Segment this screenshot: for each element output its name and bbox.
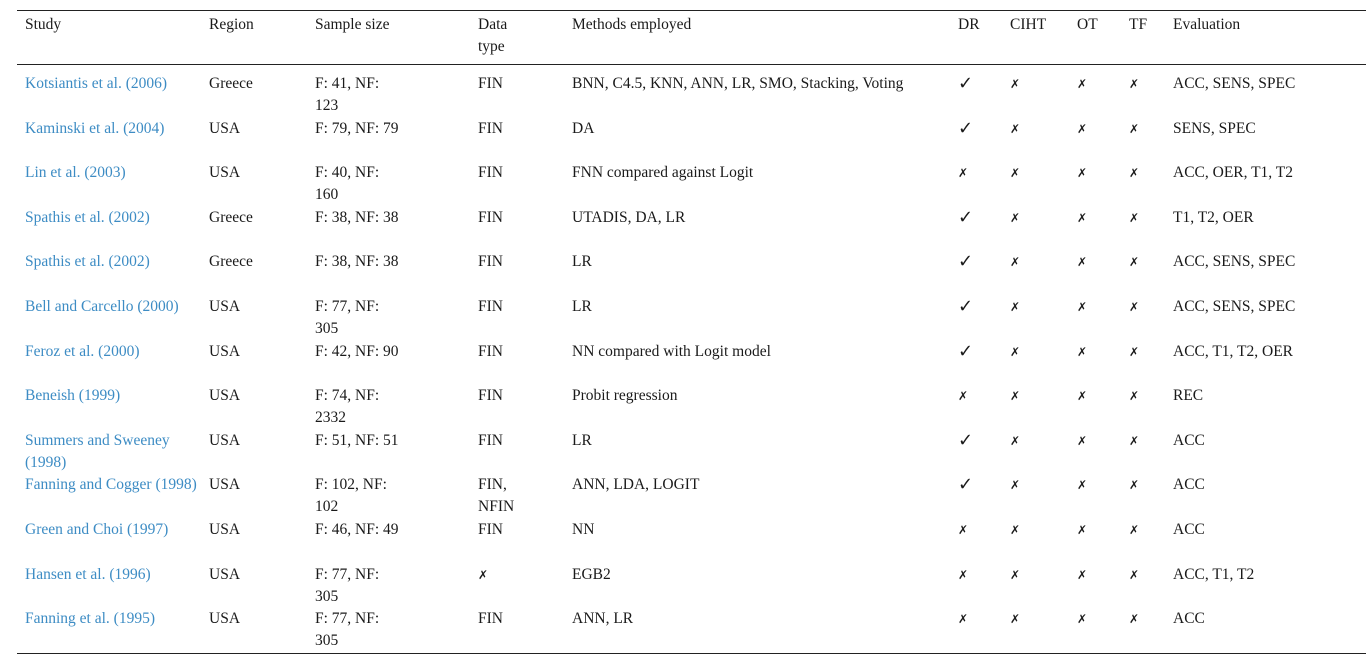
cell-dr-check-icon: ✓: [958, 73, 974, 94]
cell-dr-cross-icon: ✗: [958, 612, 969, 627]
cell-ot-cross-icon: ✗: [1077, 255, 1088, 270]
cell-study[interactable]: Fanning and Cogger (1998): [25, 476, 197, 494]
cell-study[interactable]: Fanning et al. (1995): [25, 610, 156, 628]
cell-methods: NN: [572, 520, 595, 538]
cell-ot-cross-icon: ✗: [1077, 522, 1088, 537]
cell-methods: EGB2: [572, 565, 611, 583]
cell-study[interactable]: Spathis et al. (2002): [25, 253, 150, 271]
cell-sample-size: F: 102, NF: 102: [315, 476, 387, 516]
cell-methods: LR: [572, 253, 592, 271]
cell-methods: NN compared with Logit model: [572, 342, 771, 360]
cell-evaluation: T1, T2, OER: [1173, 208, 1254, 226]
cell-evaluation: SENS, SPEC: [1173, 119, 1256, 137]
cell-data-type: FIN, NFIN: [478, 476, 515, 516]
table-row: [17, 341, 1366, 386]
cell-ot-cross-icon: ✗: [1077, 299, 1088, 314]
table-row: [17, 65, 1366, 118]
header-row: [17, 11, 1366, 65]
cell-ciht-cross-icon: ✗: [1010, 478, 1021, 493]
cell-study[interactable]: Hansen et al. (1996): [25, 565, 151, 583]
cell-dr-check-icon: ✓: [958, 206, 974, 228]
cell-ciht-cross-icon: ✗: [1010, 166, 1021, 181]
header-evaluation: Evaluation: [1173, 16, 1241, 33]
literature-table-container: [17, 10, 1366, 654]
cell-ot-cross-icon: ✗: [1077, 166, 1088, 181]
cell-ot-cross-icon: ✗: [1077, 121, 1088, 136]
table-row: [17, 296, 1366, 341]
cell-dr-cross-icon: ✗: [958, 166, 969, 181]
table-row: [17, 430, 1366, 475]
table-row: [17, 251, 1366, 296]
cell-region: USA: [209, 342, 241, 360]
cell-region: USA: [209, 119, 241, 137]
cell-sample-size: F: 38, NF: 38: [315, 253, 399, 271]
cell-study[interactable]: Lin et al. (2003): [25, 164, 126, 182]
cell-methods: Probit regression: [572, 387, 678, 405]
cell-dr-check-icon: ✓: [958, 429, 974, 451]
cell-methods: ANN, LDA, LOGIT: [572, 476, 700, 494]
table-row: [17, 564, 1366, 609]
cell-data-type: FIN: [478, 431, 503, 449]
cell-ciht-cross-icon: ✗: [1010, 77, 1021, 91]
cell-evaluation: ACC: [1173, 520, 1205, 538]
cell-study[interactable]: Summers and Sweeney (1998): [25, 431, 170, 471]
cell-tf-cross-icon: ✗: [1129, 478, 1140, 493]
cell-methods: ANN, LR: [572, 610, 634, 628]
cell-data-type: FIN: [478, 119, 503, 137]
cell-ot-cross-icon: ✗: [1077, 77, 1088, 91]
cell-ot-cross-icon: ✗: [1077, 433, 1088, 448]
cell-data-type-cross-icon: ✗: [478, 567, 489, 582]
cell-ciht-cross-icon: ✗: [1010, 522, 1021, 537]
cell-dr-check-icon: ✓: [958, 117, 974, 139]
header-tf: TF: [1129, 16, 1148, 33]
cell-ot-cross-icon: ✗: [1077, 478, 1088, 493]
cell-dr-cross-icon: ✗: [958, 567, 969, 582]
cell-tf-cross-icon: ✗: [1129, 567, 1140, 582]
cell-data-type: FIN: [478, 610, 503, 628]
cell-study[interactable]: Green and Choi (1997): [25, 520, 169, 538]
cell-data-type: FIN: [478, 253, 503, 271]
cell-region: USA: [209, 387, 241, 405]
cell-methods: BNN, C4.5, KNN, ANN, LR, SMO, Stacking, Voting: [572, 75, 904, 92]
cell-evaluation: REC: [1173, 387, 1204, 405]
cell-tf-cross-icon: ✗: [1129, 612, 1140, 627]
cell-sample-size: F: 77, NF: 305: [315, 610, 380, 650]
cell-region: USA: [209, 431, 241, 449]
header-data-type: Data type: [478, 16, 508, 55]
cell-methods: LR: [572, 431, 592, 449]
cell-region: USA: [209, 520, 241, 538]
cell-sample-size: F: 38, NF: 38: [315, 208, 399, 226]
table-row: [17, 162, 1366, 207]
header-methods: Methods employed: [572, 16, 692, 33]
cell-ciht-cross-icon: ✗: [1010, 299, 1021, 314]
header-region: Region: [209, 16, 254, 33]
cell-study[interactable]: Feroz et al. (2000): [25, 342, 140, 360]
cell-sample-size: F: 41, NF: 123: [315, 75, 380, 114]
cell-tf-cross-icon: ✗: [1129, 433, 1140, 448]
cell-methods: UTADIS, DA, LR: [572, 208, 686, 226]
header-study: Study: [25, 16, 62, 33]
table-header: [17, 11, 1366, 65]
cell-study[interactable]: Bell and Carcello (2000): [25, 297, 179, 315]
cell-sample-size: F: 51, NF: 51: [315, 431, 399, 449]
cell-evaluation: ACC: [1173, 476, 1205, 494]
cell-study[interactable]: Kotsiantis et al. (2006): [25, 75, 168, 92]
cell-ciht-cross-icon: ✗: [1010, 344, 1021, 359]
cell-ciht-cross-icon: ✗: [1010, 567, 1021, 582]
cell-ciht-cross-icon: ✗: [1010, 389, 1021, 404]
cell-ot-cross-icon: ✗: [1077, 344, 1088, 359]
header-sample-size: Sample size: [315, 16, 390, 33]
cell-sample-size: F: 40, NF: 160: [315, 164, 380, 204]
cell-evaluation: ACC: [1173, 431, 1205, 449]
cell-data-type: FIN: [478, 75, 503, 92]
header-dr: DR: [958, 16, 980, 33]
cell-sample-size: F: 74, NF: 2332: [315, 387, 380, 427]
cell-evaluation: ACC, SENS, SPEC: [1173, 253, 1296, 271]
literature-table: [17, 10, 1366, 654]
table-row: [17, 385, 1366, 430]
table-row: [17, 207, 1366, 252]
cell-dr-cross-icon: ✗: [958, 389, 969, 404]
table-body: [17, 65, 1366, 654]
cell-data-type: FIN: [478, 520, 503, 538]
cell-region: Greece: [209, 75, 253, 92]
cell-ciht-cross-icon: ✗: [1010, 433, 1021, 448]
cell-tf-cross-icon: ✗: [1129, 389, 1140, 404]
cell-ot-cross-icon: ✗: [1077, 210, 1088, 225]
cell-evaluation: ACC, T1, T2: [1173, 565, 1255, 583]
cell-sample-size: F: 77, NF: 305: [315, 297, 380, 337]
cell-ciht-cross-icon: ✗: [1010, 121, 1021, 136]
cell-sample-size: F: 79, NF: 79: [315, 119, 399, 137]
table-row: [17, 608, 1366, 653]
cell-tf-cross-icon: ✗: [1129, 255, 1140, 270]
cell-methods: DA: [572, 119, 595, 137]
cell-sample-size: F: 77, NF: 305: [315, 565, 380, 605]
table-row: [17, 118, 1366, 163]
cell-sample-size: F: 42, NF: 90: [315, 342, 399, 360]
cell-study[interactable]: Spathis et al. (2002): [25, 208, 150, 226]
cell-study[interactable]: Beneish (1999): [25, 387, 121, 405]
cell-evaluation: ACC, T1, T2, OER: [1173, 342, 1293, 360]
cell-ciht-cross-icon: ✗: [1010, 210, 1021, 225]
cell-tf-cross-icon: ✗: [1129, 344, 1140, 359]
cell-tf-cross-icon: ✗: [1129, 121, 1140, 136]
cell-dr-check-icon: ✓: [958, 295, 974, 317]
cell-ciht-cross-icon: ✗: [1010, 612, 1021, 627]
cell-data-type: FIN: [478, 297, 503, 315]
cell-data-type: FIN: [478, 342, 503, 360]
cell-data-type: FIN: [478, 164, 503, 182]
cell-dr-check-icon: ✓: [958, 474, 974, 496]
cell-region: Greece: [209, 208, 253, 226]
header-ciht: CIHT: [1010, 16, 1047, 33]
cell-ot-cross-icon: ✗: [1077, 612, 1088, 627]
cell-tf-cross-icon: ✗: [1129, 522, 1140, 537]
cell-study[interactable]: Kaminski et al. (2004): [25, 119, 165, 137]
cell-evaluation: ACC, SENS, SPEC: [1173, 75, 1296, 92]
cell-region: USA: [209, 565, 241, 583]
cell-methods: FNN compared against Logit: [572, 164, 754, 182]
cell-data-type: FIN: [478, 387, 503, 405]
cell-region: Greece: [209, 253, 253, 271]
cell-sample-size: F: 46, NF: 49: [315, 520, 399, 538]
cell-ot-cross-icon: ✗: [1077, 389, 1088, 404]
cell-region: USA: [209, 610, 241, 628]
cell-evaluation: ACC, OER, T1, T2: [1173, 164, 1293, 182]
cell-evaluation: ACC: [1173, 610, 1205, 628]
cell-tf-cross-icon: ✗: [1129, 166, 1140, 181]
header-ot: OT: [1077, 16, 1098, 33]
cell-tf-cross-icon: ✗: [1129, 210, 1140, 225]
cell-region: USA: [209, 476, 241, 494]
cell-evaluation: ACC, SENS, SPEC: [1173, 297, 1296, 315]
cell-tf-cross-icon: ✗: [1129, 77, 1140, 91]
cell-dr-check-icon: ✓: [958, 340, 974, 362]
cell-data-type: FIN: [478, 208, 503, 226]
cell-region: USA: [209, 164, 241, 182]
cell-dr-cross-icon: ✗: [958, 522, 969, 537]
table-row: [17, 519, 1366, 564]
cell-ot-cross-icon: ✗: [1077, 567, 1088, 582]
cell-methods: LR: [572, 297, 592, 315]
table-row: [17, 474, 1366, 519]
cell-dr-check-icon: ✓: [958, 251, 974, 273]
cell-ciht-cross-icon: ✗: [1010, 255, 1021, 270]
cell-region: USA: [209, 297, 241, 315]
cell-tf-cross-icon: ✗: [1129, 299, 1140, 314]
